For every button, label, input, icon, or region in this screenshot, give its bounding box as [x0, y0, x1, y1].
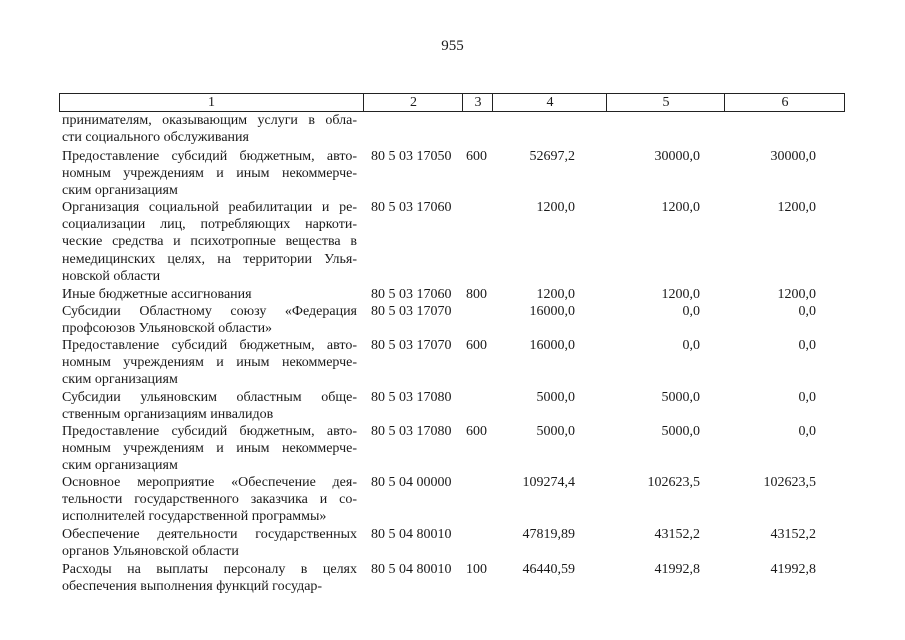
row-value-2023: 5000,0: [536, 424, 575, 439]
row-code: 80 5 04 80010: [371, 562, 452, 577]
row-name: [62, 303, 357, 337]
header-col-3: 3: [462, 94, 493, 111]
page-number: 955: [441, 38, 464, 54]
row-name: [62, 526, 357, 560]
row-name-line: Субсидии Областному союзу «Федерация: [62, 304, 357, 319]
row-code: 80 5 03 17060: [371, 200, 452, 215]
row-name-line: Предоставление субсидий бюджетным, авто-: [62, 149, 357, 164]
header-col-5: 5: [606, 94, 725, 111]
header-col-2: 2: [363, 94, 463, 111]
row-name-line: принимателям, оказывающим услуги в обла-: [62, 113, 357, 128]
row-value-2023: 1200,0: [536, 287, 575, 302]
row-name-line: тельности государственного заказчика и со-: [62, 492, 357, 508]
row-name-line: Субсидии ульяновским областным обще-: [62, 390, 357, 405]
row-value-2024: 102623,5: [647, 475, 700, 490]
row-name: [62, 561, 357, 595]
row-name: [62, 199, 357, 285]
row-code: 80 5 03 17080: [371, 390, 452, 405]
row-name-line: новской области: [62, 268, 161, 284]
row-vr: 600: [466, 149, 487, 164]
row-name-line: сти социального обслуживания: [62, 130, 249, 146]
row-value-2023: 46440,59: [522, 562, 575, 577]
row-value-2024: 5000,0: [661, 424, 700, 439]
row-vr: 100: [466, 562, 487, 577]
row-value-2025: 41992,8: [770, 562, 816, 577]
row-name-line: ственным организациям инвалидов: [62, 407, 274, 423]
row-value-2024: 30000,0: [654, 149, 700, 164]
row-name-line: ским организациям: [62, 183, 178, 199]
row-code: 80 5 03 17080: [371, 424, 452, 439]
row-code: 80 5 03 17070: [371, 338, 452, 353]
row-name-line: Предоставление субсидий бюджетным, авто-: [62, 424, 357, 439]
row-vr: 800: [466, 287, 487, 302]
row-name-line: Предоставление субсидий бюджетным, авто-: [62, 338, 357, 353]
row-value-2024: 5000,0: [661, 390, 700, 405]
row-value-2025: 43152,2: [770, 527, 816, 542]
row-name: [62, 148, 357, 200]
row-value-2024: 43152,2: [654, 527, 700, 542]
row-name-line: Основное мероприятие «Обеспечение дея-: [62, 475, 357, 490]
row-vr: 600: [466, 424, 487, 439]
row-value-2024: 1200,0: [661, 200, 700, 215]
row-value-2023: 5000,0: [536, 390, 575, 405]
row-name-line: социализации лиц, потребляющих наркоти-: [62, 217, 357, 233]
row-code: 80 5 03 17060: [371, 287, 452, 302]
row-value-2025: 30000,0: [770, 149, 816, 164]
row-value-2025: 0,0: [798, 338, 816, 353]
row-code: 80 5 03 17070: [371, 304, 452, 319]
row-name-line: номным учреждениям и иным некоммерче-: [62, 166, 357, 182]
header-col-1: 1: [208, 95, 215, 110]
row-value-2023: 16000,0: [529, 338, 575, 353]
row-value-2025: 1200,0: [777, 200, 816, 215]
row-name-line: Обеспечение деятельности государственных: [62, 527, 357, 542]
row-name: [62, 112, 357, 146]
row-value-2025: 0,0: [798, 424, 816, 439]
row-value-2024: 0,0: [682, 304, 700, 319]
row-name: [62, 337, 357, 389]
row-name-line: Иные бюджетные ассигнования: [62, 287, 252, 302]
row-value-2024: 1200,0: [661, 287, 700, 302]
row-name-line: профсоюзов Ульяновской области»: [62, 321, 273, 337]
header-col-4: 4: [492, 94, 607, 111]
row-name-line: номным учреждениям и иным некоммерче-: [62, 441, 357, 457]
table-header: [59, 93, 845, 112]
row-name-line: ским организациям: [62, 458, 178, 474]
row-vr: 600: [466, 338, 487, 353]
row-value-2024: 41992,8: [654, 562, 700, 577]
row-name-line: ческие средства и психотропные вещества в: [62, 234, 357, 250]
row-name-line: Расходы на выплаты персоналу в целях: [62, 562, 357, 577]
row-name-line: обеспечения выполнения функций государ-: [62, 579, 323, 595]
row-code: 80 5 04 80010: [371, 527, 452, 542]
row-name-line: номным учреждениям и иным некоммерче-: [62, 355, 357, 371]
row-value-2023: 109274,4: [522, 475, 575, 490]
row-name: [62, 474, 357, 526]
row-value-2023: 16000,0: [529, 304, 575, 319]
row-name-line: Организация социальной реабилитации и ре-: [62, 200, 357, 215]
row-name-line: органов Ульяновской области: [62, 544, 239, 560]
row-value-2025: 102623,5: [763, 475, 816, 490]
row-name: [62, 286, 357, 303]
row-value-2025: 0,0: [798, 390, 816, 405]
row-value-2024: 0,0: [682, 338, 700, 353]
row-name: [62, 423, 357, 475]
row-name-line: ским организациям: [62, 372, 178, 388]
row-value-2025: 0,0: [798, 304, 816, 319]
row-name-line: немедицинских целях, на территории Улья-: [62, 251, 357, 267]
row-value-2023: 52697,2: [529, 149, 575, 164]
row-name-line: исполнителей государственной программы»: [62, 509, 327, 525]
row-name: [62, 389, 357, 423]
row-code: 80 5 04 00000: [371, 475, 452, 490]
header-col-6: 6: [724, 94, 845, 111]
row-code: 80 5 03 17050: [371, 149, 452, 164]
row-value-2025: 1200,0: [777, 287, 816, 302]
row-value-2023: 47819,89: [522, 527, 575, 542]
row-value-2023: 1200,0: [536, 200, 575, 215]
